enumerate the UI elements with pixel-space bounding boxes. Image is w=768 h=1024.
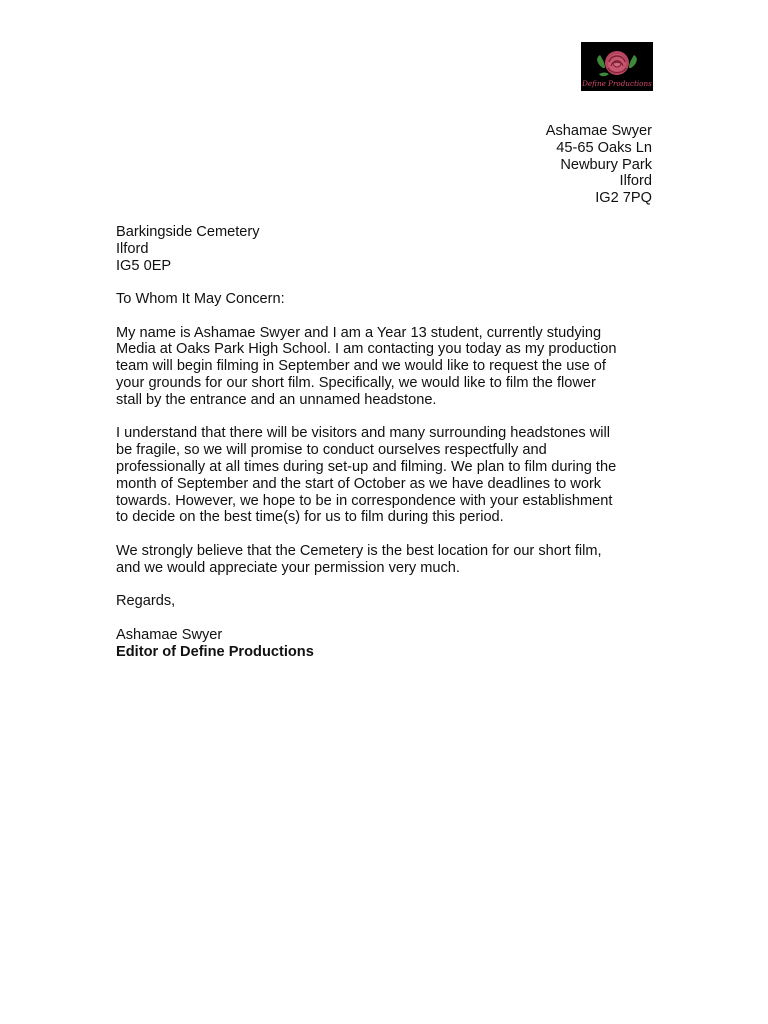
paragraph-line: and we would appreciate your permission very much. (116, 559, 460, 576)
recipient-postcode: IG5 0EP (116, 257, 172, 274)
sender-address (352, 123, 652, 207)
recipient-address (116, 224, 260, 274)
paragraph-line: My name is Ashamae Swyer and I am a Year 13 student, currently studying (116, 324, 602, 341)
signature-name: Ashamae Swyer (116, 626, 223, 643)
sender-town: Ilford (619, 173, 652, 190)
svg-text:Define Productions: Define Productions (582, 79, 652, 88)
signature-title: Editor of Define Productions (116, 643, 314, 660)
recipient-name: Barkingside Cemetery (116, 224, 260, 240)
paragraph-line: towards. However, we hope to be in correspondence with your establishment (116, 492, 613, 509)
letter-body (116, 291, 656, 661)
closing: Regards, (116, 593, 176, 610)
rose-icon (581, 42, 653, 91)
sender-postcode: IG2 7PQ (595, 190, 652, 207)
paragraph-line: your grounds for our short film. Specifically, we would like to film the flower (116, 374, 596, 391)
paragraph-line: We strongly believe that the Cemetery is the best location for our short film, (116, 542, 602, 559)
sender-area: Newbury Park (560, 156, 652, 173)
recipient-town: Ilford (116, 240, 149, 257)
paragraph-line: to decide on the best time(s) for us to film during this period. (116, 509, 504, 526)
signature-block (116, 627, 656, 661)
define-productions-logo (581, 42, 653, 91)
paragraph-line: Media at Oaks Park High School. I am contacting you today as my production (116, 341, 617, 358)
paragraph-line: I understand that there will be visitors and many surrounding headstones will (116, 425, 611, 442)
paragraph-line: team will begin filming in September and we would like to request the use of (116, 358, 606, 375)
paragraph-line: be fragile, so we will promise to conduct ourselves respectfully and (116, 442, 547, 459)
paragraph-line: month of September and the start of October as we have deadlines to work (116, 475, 602, 492)
salutation: To Whom It May Concern: (116, 291, 285, 307)
paragraph-intro (116, 325, 656, 409)
sender-street: 45-65 Oaks Ln (556, 139, 652, 156)
paragraph-line: professionally at all times during set-up and filming. We plan to film during the (116, 458, 617, 475)
paragraph-line: stall by the entrance and an unnamed headstone. (116, 391, 437, 408)
paragraph-conclusion (116, 543, 656, 577)
sender-name: Ashamae Swyer (545, 123, 652, 139)
paragraph-conduct (116, 425, 656, 526)
